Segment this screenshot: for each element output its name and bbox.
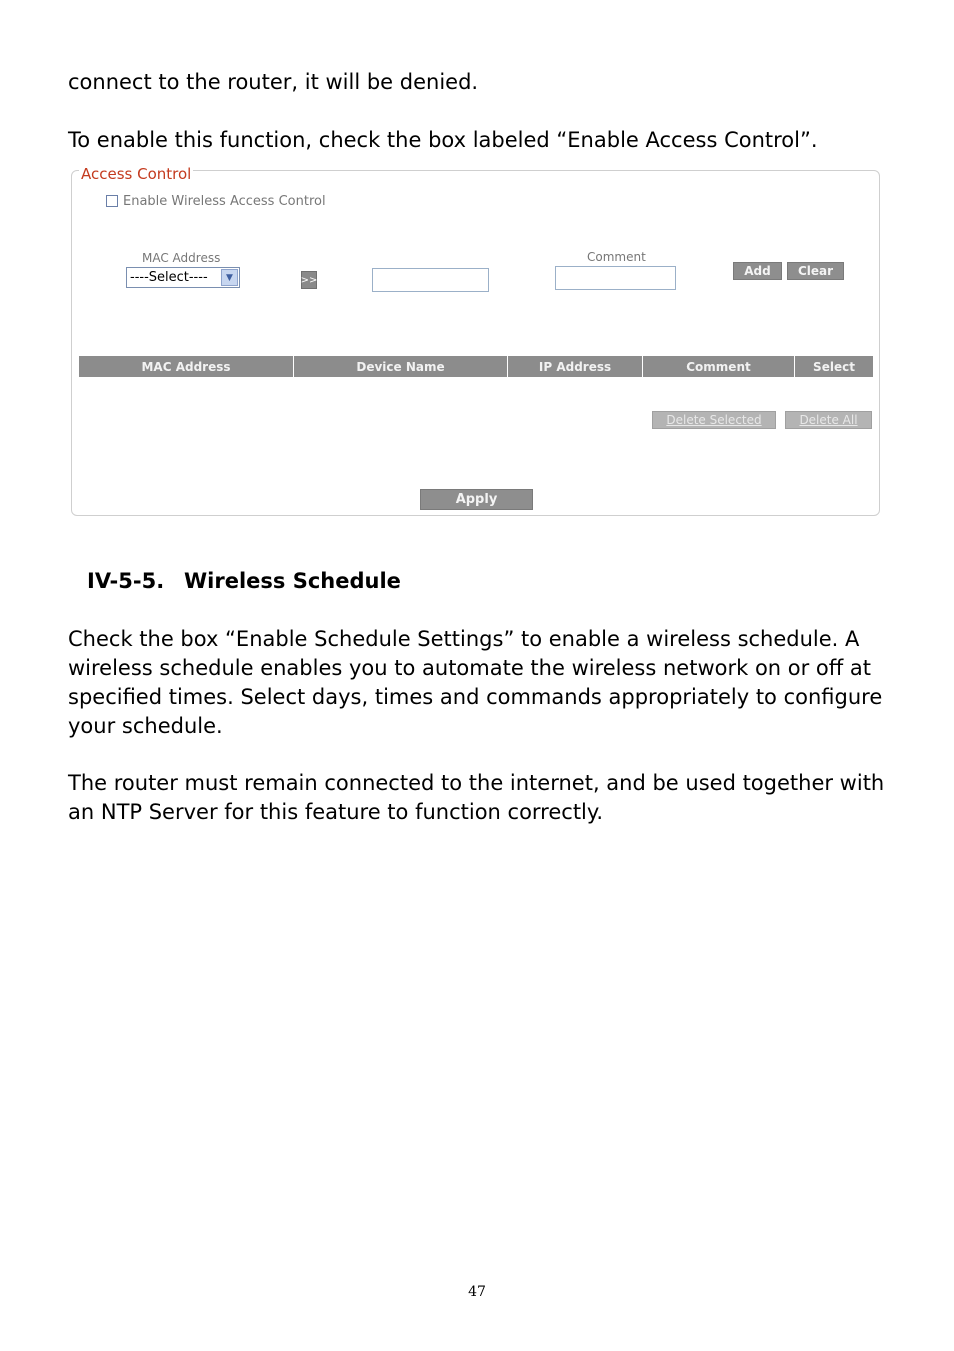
column-comment: Comment: [643, 356, 795, 377]
add-button[interactable]: Add: [733, 262, 782, 280]
delete-all-button[interactable]: Delete All: [785, 411, 872, 429]
body-paragraph-2: The router must remain connected to the internet, and be used together with an NTP Server for this feature to function correctly.: [68, 771, 885, 824]
enable-access-control-row[interactable]: [106, 192, 326, 210]
intro-line-2: To enable this function, check the box labeled “Enable Access Control”.: [68, 128, 818, 152]
copy-mac-button[interactable]: >>: [301, 271, 317, 289]
column-mac-address: MAC Address: [79, 356, 294, 377]
mac-select-value: ----Select----: [130, 270, 208, 285]
mac-address-input[interactable]: [372, 268, 489, 292]
column-device-name: Device Name: [294, 356, 508, 377]
section-number: IV-5-5.: [87, 569, 165, 593]
comment-input[interactable]: [555, 266, 676, 290]
enable-access-control-label: Enable Wireless Access Control: [123, 193, 326, 209]
clear-button[interactable]: Clear: [787, 262, 844, 280]
section-title: Wireless Schedule: [184, 569, 401, 593]
access-control-panel: [71, 170, 880, 516]
comment-label: Comment: [587, 250, 646, 264]
mac-address-label: MAC Address: [142, 251, 221, 265]
body-paragraph-1: Check the box “Enable Schedule Settings” to enable a wireless schedule. A wireless schedule enables you to automate the wireless network on or off at specified times. Select days, times and commands appropriately to configure your schedule.: [68, 627, 883, 738]
enable-access-control-checkbox[interactable]: [106, 195, 118, 207]
chevron-down-icon[interactable]: ▼: [221, 269, 238, 286]
page-number: 47: [468, 1284, 486, 1300]
intro-line-1: connect to the router, it will be denied.: [68, 70, 479, 94]
panel-legend: Access Control: [81, 165, 192, 183]
column-select: Select: [795, 356, 873, 377]
mac-address-select[interactable]: [126, 267, 240, 288]
delete-selected-button[interactable]: Delete Selected: [652, 411, 776, 429]
mac-table-header: [79, 356, 873, 377]
column-ip-address: IP Address: [508, 356, 643, 377]
section-heading: [87, 567, 401, 596]
apply-button[interactable]: Apply: [420, 489, 533, 510]
